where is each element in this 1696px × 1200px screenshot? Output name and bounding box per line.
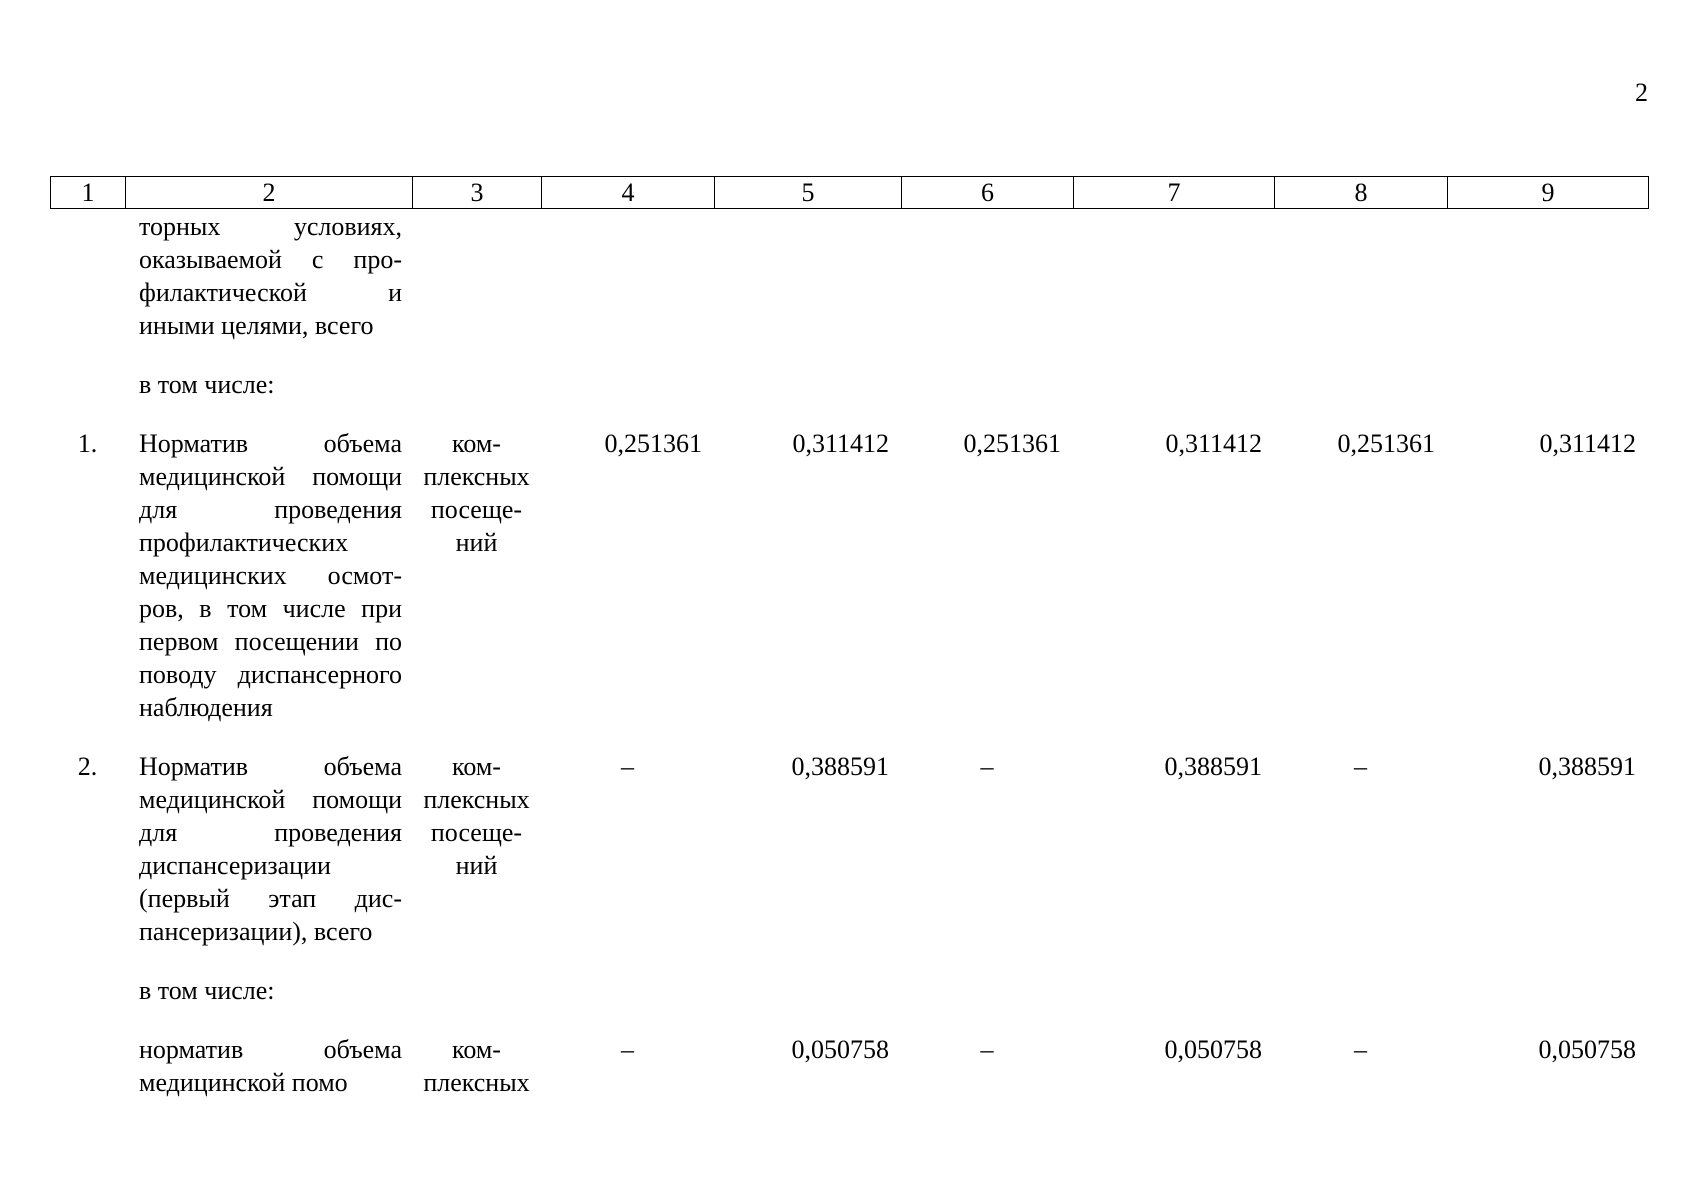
row-description: Норматив объема медицинской помощи для проведения диспансеризации (первый этап диспансеризации), всего — [139, 752, 402, 946]
including-label: в том числе: — [139, 976, 275, 1005]
row-unit: комплексных — [423, 1035, 530, 1097]
header-col-7: 7 — [1074, 177, 1275, 209]
value-col-8: 0,251361 — [1337, 429, 1435, 458]
value-col-6: – — [980, 752, 994, 781]
table-row — [50, 427, 1648, 724]
page-number: 2 — [1635, 78, 1648, 107]
header-col-4: 4 — [542, 177, 715, 209]
table-row — [50, 1033, 1648, 1099]
header-col-6: 6 — [902, 177, 1074, 209]
row-description: Норматив объема медицинской помощи для проведения профилактических медицинских осмотров, в том числе при первом посещении по поводу диспансерного наблюдения — [139, 429, 402, 722]
value-col-9: 0,311412 — [1539, 429, 1636, 458]
header-col-8: 8 — [1275, 177, 1448, 209]
header-col-2: 2 — [126, 177, 413, 209]
value-col-4: – — [621, 752, 634, 781]
table-row — [50, 368, 1648, 401]
value-col-5: 0,050758 — [791, 1035, 889, 1064]
row-description: норматив объема медицинской помо — [139, 1035, 402, 1097]
value-col-5: 0,311412 — [792, 429, 889, 458]
value-col-4: – — [621, 1035, 634, 1064]
value-col-8: – — [1354, 752, 1367, 781]
value-col-6: – — [980, 1035, 994, 1064]
row-continued-text: торных условиях, оказываемой с профилактической и иными целями, всего — [139, 212, 402, 340]
value-col-6: 0,251361 — [963, 429, 1061, 458]
value-col-5: 0,388591 — [791, 752, 889, 781]
value-col-8: – — [1354, 1035, 1367, 1064]
row-unit: комплексных посещений — [423, 752, 530, 880]
value-col-7: 0,388591 — [1164, 752, 1262, 781]
table-row — [50, 974, 1648, 1007]
value-col-7: 0,311412 — [1165, 429, 1262, 458]
value-col-7: 0,050758 — [1164, 1035, 1262, 1064]
table-row — [50, 750, 1648, 948]
normative-table-body — [50, 210, 1648, 1099]
header-col-3: 3 — [413, 177, 542, 209]
header-col-5: 5 — [715, 177, 902, 209]
header-col-9: 9 — [1448, 177, 1649, 209]
row-number: 2. — [77, 752, 98, 781]
including-label: в том числе: — [139, 370, 275, 399]
row-number: 1. — [77, 429, 98, 458]
header-col-1: 1 — [51, 177, 126, 209]
value-col-4: 0,251361 — [604, 429, 702, 458]
value-col-9: 0,388591 — [1538, 752, 1636, 781]
table-row — [50, 210, 1648, 342]
value-col-9: 0,050758 — [1538, 1035, 1636, 1064]
row-unit: комплексных посещений — [423, 429, 530, 557]
column-number-header — [50, 176, 1649, 209]
